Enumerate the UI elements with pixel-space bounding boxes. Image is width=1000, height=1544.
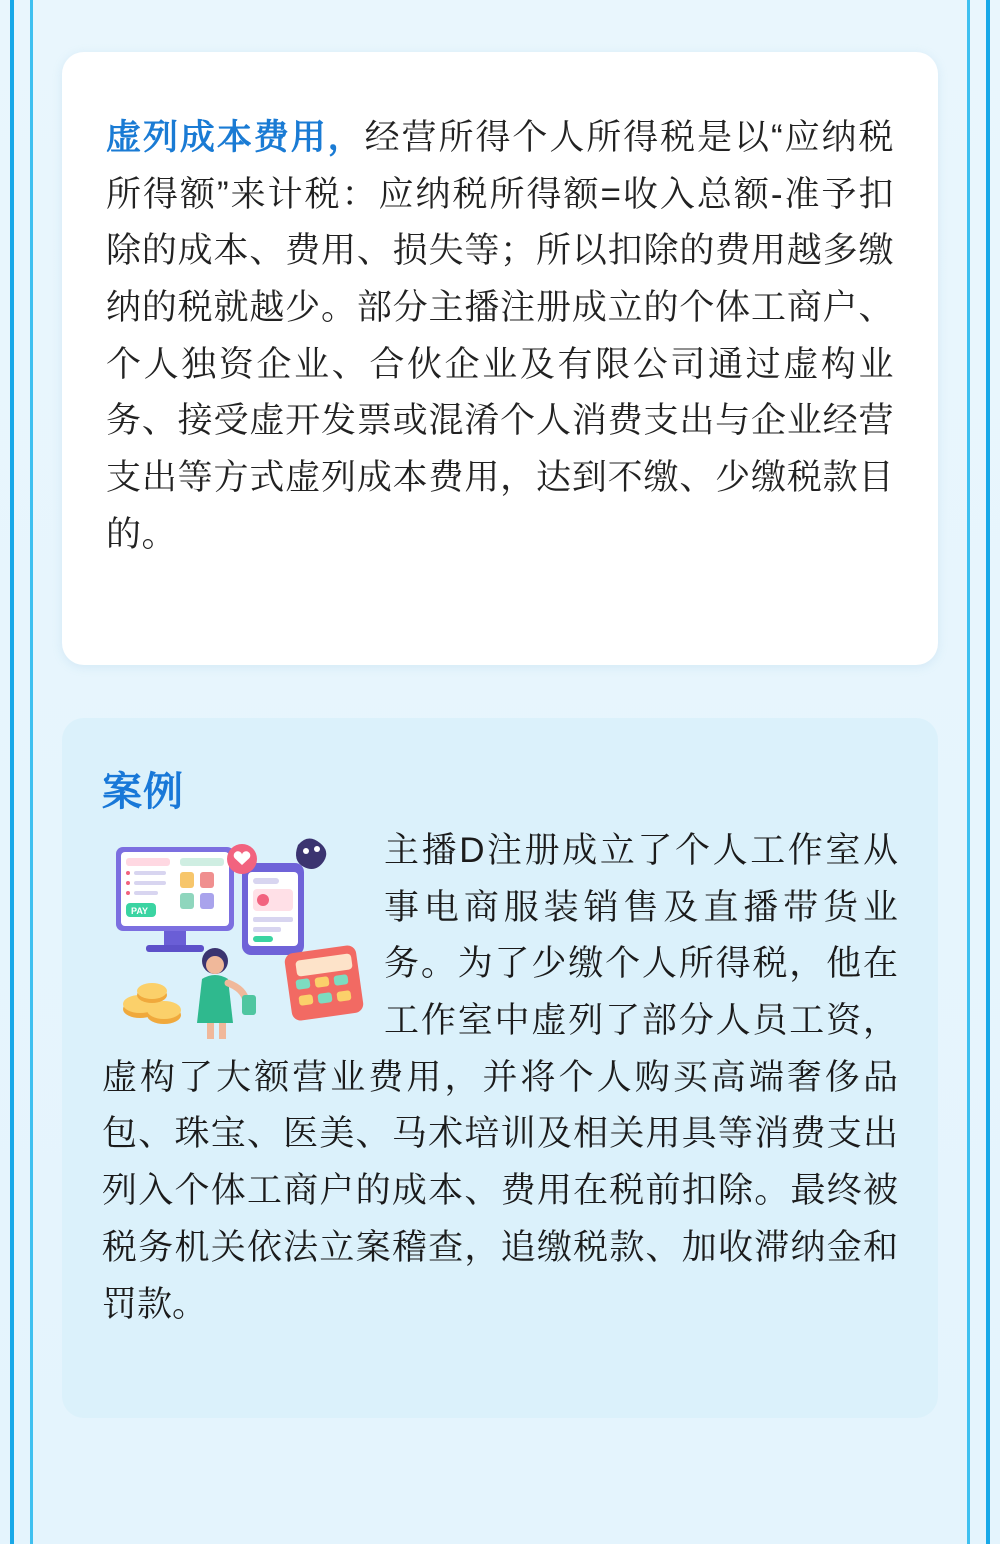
explanation-lead-label: 虚列成本费用， bbox=[106, 118, 365, 157]
person-icon bbox=[197, 948, 256, 1039]
calculator-icon bbox=[284, 944, 365, 1021]
left-inner-rail bbox=[30, 0, 33, 1544]
explanation-body-text: 经营所得个人所得税是以“应纳税所得额”来计税：应纳税所得额=收入总额-准予扣除的成本、费用、损失等；所以扣除的费用越多缴纳的税就越少。部分主播注册成立的个体工商户、个人独资企业、合伙企业及有限公司通过虚构业务、接受虚开发票或混淆个人消费支出与企业经营支出等方式虚列成本费用，达到不缴、少缴税款目的。 bbox=[106, 118, 894, 554]
coins-icon bbox=[123, 983, 181, 1024]
case-body-text: 主播D注册成立了个人工作室从事电商服装销售及直播带货业务。为了少缴个人所得税，他在工作室中虚列了部分人员工资，虚构了大额营业费用，并将个人购买高端奢侈品包、珠宝、医美、马术培训及相关用具等消费支出列入个体工商户的成本、费用在税前扣除。最终被税务机关依法立案稽查，追缴税款、加收滞纳金和罚款。 bbox=[102, 831, 898, 1324]
online-shopping-illustration bbox=[102, 829, 370, 1039]
explanation-card bbox=[62, 52, 938, 665]
desktop-monitor-icon bbox=[116, 847, 234, 952]
right-outer-rail bbox=[986, 0, 990, 1544]
shopping-bag-icon bbox=[296, 838, 326, 869]
right-inner-rail bbox=[967, 0, 970, 1544]
heart-badge-icon bbox=[227, 844, 257, 874]
case-card bbox=[62, 718, 938, 1418]
content-area bbox=[42, 0, 958, 1544]
explanation-paragraph bbox=[106, 110, 894, 564]
mobile-phone-icon bbox=[242, 863, 304, 955]
case-title: 案例 bbox=[102, 770, 184, 814]
left-outer-rail bbox=[10, 0, 14, 1544]
svg-text:PAY: PAY bbox=[131, 906, 149, 916]
